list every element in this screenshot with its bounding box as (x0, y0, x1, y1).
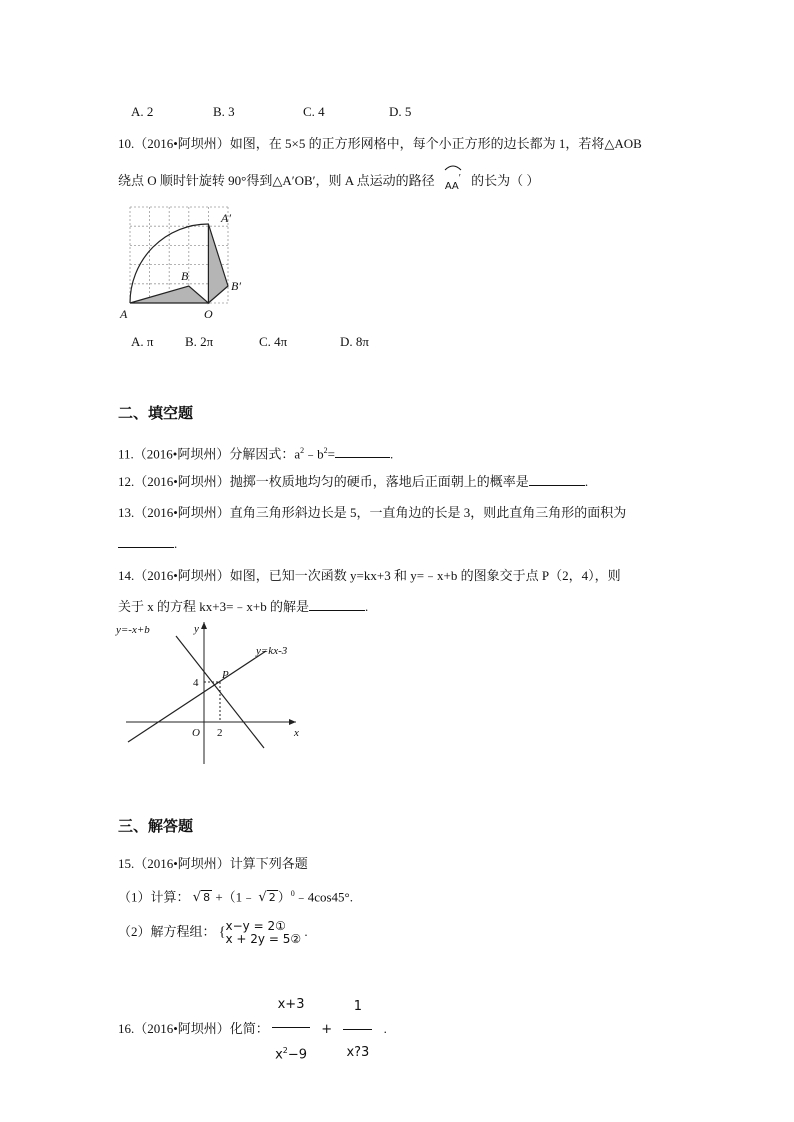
section-2-heading: 二、填空题 (118, 404, 194, 422)
q10-label-o: O (204, 307, 213, 321)
q15-p1-sup: 0 (290, 889, 295, 898)
q15-p1-post: ） (277, 889, 291, 905)
q11-answer-blank (335, 445, 390, 458)
q15-sqrt-2 (258, 889, 277, 907)
q15-p2-pre: （2）解方程组： (118, 924, 216, 939)
q15-eq1: x−y = 2① (225, 919, 286, 934)
q16-f2-num: 1 (343, 987, 372, 1030)
q9-option-a: A. 2 (131, 104, 154, 119)
q10-option-a: A. π (131, 334, 154, 349)
q11-end: . (389, 446, 394, 462)
q10-label-b-prime: B′ (231, 279, 241, 293)
q15-part2 (118, 917, 308, 948)
q15-p2-brace: { (218, 925, 226, 941)
q12-answer-blank (529, 473, 585, 486)
q10-line1: 10.（2016•阿坝州）如图，在 5×5 的正方形网格中，每个小正方形的边长都为 1，若将△AOB (118, 136, 642, 151)
section-3-heading: 三、解答题 (118, 817, 194, 835)
q11-mid: ﹣b (304, 446, 324, 462)
q16 (118, 985, 387, 1075)
q13-line1: 13.（2016•阿坝州）直角三角形斜边长是 5，一直角边的长是 3，则此直角三角形的面积为 (118, 505, 627, 520)
q11-sup1: 2 (300, 446, 305, 455)
q15-eq2: x + 2y = 5② (225, 932, 302, 947)
y-axis-arrow-icon (201, 622, 207, 629)
q12 (118, 473, 588, 491)
q10-option-d: D. 8π (340, 334, 369, 349)
q14-line2 (118, 598, 368, 616)
q16-pre: 16.（2016•阿坝州）化简： (118, 1021, 269, 1037)
q10-label-b: B (181, 269, 189, 283)
q10-arc-label: AA (444, 181, 459, 192)
q12-end: . (584, 474, 589, 489)
q14-answer-blank (309, 598, 365, 611)
x-axis-arrow-icon (289, 719, 296, 725)
q10-option-c: C. 4π (259, 334, 288, 349)
q14-line1: 14.（2016•阿坝州）如图，已知一次函数 y=kx+3 和 y=﹣x+b 的图象交于点 P（2，4），则 (118, 568, 621, 583)
q10-arc-prime: ′ (458, 173, 461, 184)
q16-f1-den-base: x (275, 1047, 283, 1063)
q13-end: . (174, 536, 178, 551)
q15-p1-mid: +（1﹣ (215, 889, 256, 905)
q10-line2-pre: 绕点 O 顺时针旋转 90°得到△A′OB′，则 A 点运动的路径 (118, 173, 435, 188)
q11 (118, 442, 393, 463)
sqrt-icon: √ (192, 890, 202, 906)
q10-label-a: A (120, 307, 128, 321)
q16-f1-den-sup: 2 (282, 1046, 288, 1055)
q10-arc-notation (438, 172, 468, 192)
q16-f2-den: x?3 (346, 1045, 370, 1061)
q10-line2-post: 的长为（ ） (471, 173, 540, 188)
q16-end: . (383, 1021, 387, 1037)
q10-triangle-aob-prime (208, 224, 228, 303)
q15-p1-end: ﹣4cos45°. (294, 889, 353, 905)
q16-fraction-2 (343, 987, 372, 1073)
q14-line2-pre: 关于 x 的方程 kx+3=﹣x+b 的解是 (118, 599, 309, 614)
q15-rad2: 2 (268, 891, 276, 905)
q9-option-d: D. 5 (389, 104, 412, 119)
q15-sqrt-8 (193, 889, 212, 907)
q9-option-b: B. 3 (213, 104, 235, 119)
arc-icon (444, 163, 462, 171)
q14-label-x: x (294, 727, 299, 739)
q14-label-four: 4 (193, 677, 199, 689)
q16-fraction-1 (272, 985, 310, 1075)
q16-f1-den (272, 1028, 310, 1075)
q15-p2-end: . (304, 924, 308, 939)
q11-sup2: 2 (323, 446, 328, 455)
q16-f1-den-post: −9 (287, 1047, 308, 1063)
q13-answer-blank (118, 535, 174, 548)
q14-label-line2: y=kx-3 (256, 645, 288, 657)
q10-option-b: B. 2π (185, 334, 214, 349)
q15-p1-pre: （1）计算： (118, 889, 190, 905)
q12-pre: 12.（2016•阿坝州）抛掷一枚质地均匀的硬币，落地后正面朝上的概率是 (118, 474, 529, 489)
q14-label-p: P (222, 669, 229, 681)
q15-line1: 15.（2016•阿坝州）计算下列各题 (118, 856, 308, 871)
sqrt-icon: √ (258, 890, 267, 906)
q14-figure (114, 618, 308, 770)
q9-option-c: C. 4 (303, 104, 325, 119)
q10-figure (118, 200, 248, 324)
q15-rad1: 8 (203, 891, 211, 905)
q14-label-y: y (194, 623, 199, 635)
q16-f1-num: x+3 (272, 985, 310, 1028)
q10-line2 (118, 172, 539, 192)
q15-equation-system (226, 920, 302, 946)
q14-label-line1: y=-x+b (116, 624, 150, 636)
q11-pre: 11.（2016•阿坝州）分解因式：a (118, 446, 301, 462)
q15-part1 (118, 885, 353, 907)
q11-post: = (327, 446, 335, 462)
q14-label-two: 2 (217, 727, 223, 739)
q14-end: . (365, 599, 369, 614)
q14-label-o: O (192, 727, 200, 739)
q10-label-a-prime: A′ (221, 211, 231, 225)
q13-line2 (118, 535, 177, 553)
q16-plus: + (321, 1022, 333, 1038)
